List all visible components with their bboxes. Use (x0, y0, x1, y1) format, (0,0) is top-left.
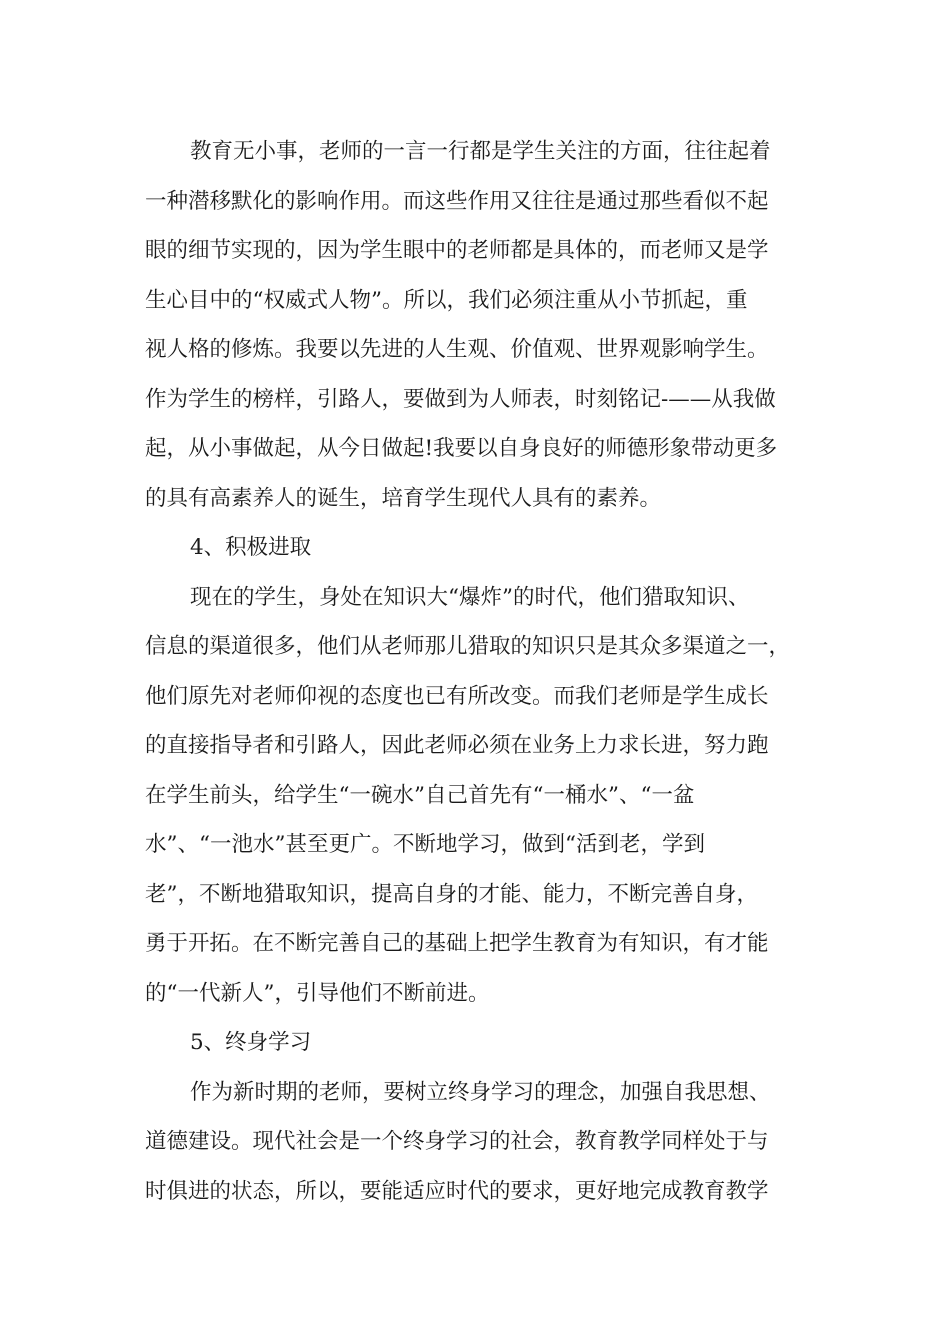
paragraph-line: 一种潜移默化的影响作用。而这些作用又往往是通过那些看似不起 (145, 188, 769, 214)
section-heading: 5、终身学习 (190, 1030, 312, 1055)
section-heading: 4、积极进取 (190, 535, 312, 560)
document-body (145, 127, 825, 1216)
paragraph-line: 信息的渠道很多，他们从老师那儿猎取的知识只是其众多渠道之一， (145, 634, 791, 659)
paragraph-line: 教育无小事，老师的一言一行都是学生关注的方面，往往起着 (190, 139, 771, 164)
paragraph-line: 他们原先对老师仰视的态度也已有所改变。而我们老师是学生成长 (145, 683, 769, 709)
paragraph-line: 的具有高素养人的诞生，培育学生现代人具有的素养。 (145, 485, 662, 511)
paragraph-line: 现在的学生，身处在知识大“爆炸”的时代，他们猎取知识、 (190, 584, 750, 610)
paragraph-line: 的“一代新人”，引导他们不断前进。 (145, 980, 490, 1006)
paragraph-line: 的直接指导者和引路人，因此老师必须在业务上力求长进，努力跑 (145, 733, 769, 758)
paragraph-line: 时俱进的状态，所以，要能适应时代的要求，更好地完成教育教学 (145, 1178, 769, 1204)
paragraph-line: 视人格的修炼。我要以先进的人生观、价值观、世界观影响学生。 (145, 337, 769, 362)
paragraph-line: 起，从小事做起，从今日做起!我要以自身良好的师德形象带动更多 (145, 436, 778, 461)
paragraph-line: 生心目中的“权威式人物”。所以，我们必须注重从小节抓起，重 (145, 287, 748, 313)
paragraph-line: 在学生前头，给学生“一碗水”自己首先有“一桶水”、“一盆 (145, 782, 695, 808)
paragraph-line: 作为新时期的老师，要树立终身学习的理念，加强自我思想、 (190, 1079, 771, 1105)
paragraph-line: 眼的细节实现的，因为学生眼中的老师都是具体的，而老师又是学 (145, 238, 769, 263)
paragraph-line: 勇于开拓。在不断完善自己的基础上把学生教育为有知识，有才能 (145, 931, 769, 956)
paragraph-line: 道德建设。现代社会是一个终身学习的社会，教育教学同样处于与 (145, 1129, 769, 1154)
paragraph-line: 老”，不断地猎取知识，提高自身的才能、能力，不断完善自身， (145, 881, 758, 907)
paragraph-line: 水”、“一池水”甚至更广。不断地学习，做到“活到老，学到 (145, 832, 705, 857)
paragraph-line: 作为学生的榜样，引路人，要做到为人师表，时刻铭记-——从我做 (145, 386, 776, 412)
